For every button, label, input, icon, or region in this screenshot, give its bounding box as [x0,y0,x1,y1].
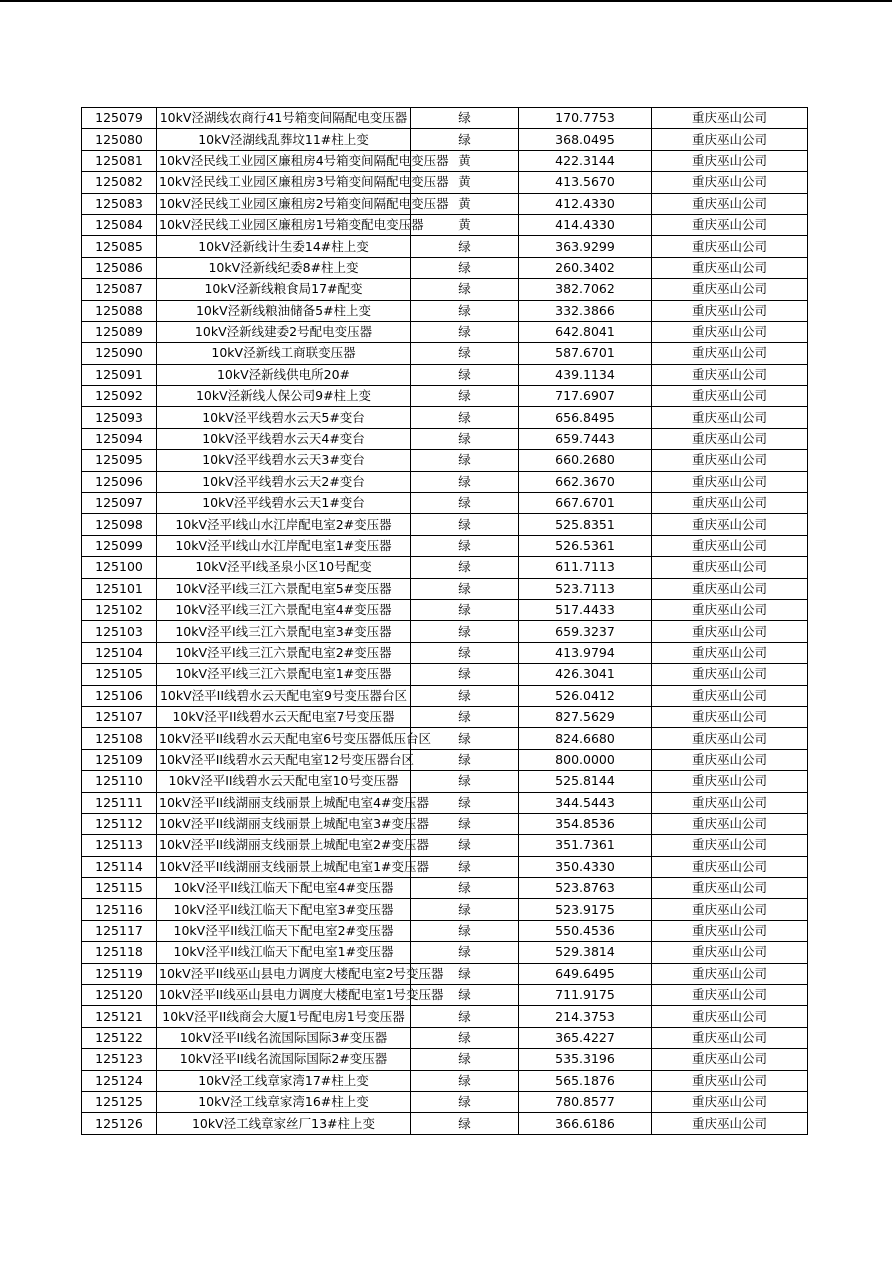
status-color-cell: 绿 [411,535,519,556]
row-id-cell: 125093 [82,407,157,428]
row-id-cell: 125111 [82,792,157,813]
status-color-cell: 绿 [411,279,519,300]
table-row [82,214,808,235]
table-row [82,878,808,899]
company-cell: 重庆巫山公司 [652,664,808,685]
status-color-cell: 绿 [411,1006,519,1027]
table-row [82,407,808,428]
company-cell: 重庆巫山公司 [652,514,808,535]
table-row [82,386,808,407]
value-cell: 717.6907 [519,386,652,407]
table-row [82,813,808,834]
table-row [82,728,808,749]
status-color-cell: 绿 [411,642,519,663]
status-color-cell: 绿 [411,1027,519,1048]
status-color-cell: 绿 [411,471,519,492]
company-cell: 重庆巫山公司 [652,428,808,449]
company-cell: 重庆巫山公司 [652,792,808,813]
row-id-cell: 125086 [82,257,157,278]
transformer-name-cell: 10kV泾平线碧水云天3#变台 [157,450,411,471]
company-cell: 重庆巫山公司 [652,771,808,792]
value-cell: 350.4330 [519,856,652,877]
company-cell: 重庆巫山公司 [652,1091,808,1112]
value-cell: 535.3196 [519,1049,652,1070]
row-id-cell: 125110 [82,771,157,792]
table-row [82,706,808,727]
company-cell: 重庆巫山公司 [652,835,808,856]
status-color-cell: 绿 [411,878,519,899]
company-cell: 重庆巫山公司 [652,557,808,578]
value-cell: 827.5629 [519,706,652,727]
table-row [82,1113,808,1134]
table-row [82,835,808,856]
table-row [82,257,808,278]
company-cell: 重庆巫山公司 [652,471,808,492]
row-id-cell: 125095 [82,450,157,471]
transformer-name-cell: 10kV泾新线纪委8#柱上变 [157,257,411,278]
table-row [82,920,808,941]
status-color-cell: 绿 [411,985,519,1006]
status-color-cell: 黄 [411,150,519,171]
page-top-border [0,0,892,2]
status-color-cell: 绿 [411,514,519,535]
table-row [82,856,808,877]
company-cell: 重庆巫山公司 [652,493,808,514]
company-cell: 重庆巫山公司 [652,749,808,770]
table-body [82,108,808,1135]
status-color-cell: 绿 [411,343,519,364]
status-color-cell: 绿 [411,257,519,278]
value-cell: 526.0412 [519,685,652,706]
transformer-name-cell: 10kV泾平线碧水云天5#变台 [157,407,411,428]
status-color-cell: 绿 [411,963,519,984]
value-cell: 824.6680 [519,728,652,749]
row-id-cell: 125088 [82,300,157,321]
company-cell: 重庆巫山公司 [652,621,808,642]
row-id-cell: 125091 [82,364,157,385]
value-cell: 422.3144 [519,150,652,171]
status-color-cell: 绿 [411,685,519,706]
status-color-cell: 黄 [411,214,519,235]
table-row [82,1049,808,1070]
company-cell: 重庆巫山公司 [652,321,808,342]
transformer-name-cell: 10kV泾新线供电所20# [157,364,411,385]
table-row [82,642,808,663]
row-id-cell: 125105 [82,664,157,685]
status-color-cell: 绿 [411,771,519,792]
transformer-name-cell: 10kV泾新线人保公司9#柱上变 [157,386,411,407]
status-color-cell: 绿 [411,856,519,877]
company-cell: 重庆巫山公司 [652,129,808,150]
value-cell: 426.3041 [519,664,652,685]
value-cell: 526.5361 [519,535,652,556]
status-color-cell: 绿 [411,835,519,856]
transformer-name-cell: 10kV泾新线粮油储备5#柱上变 [157,300,411,321]
table-row [82,150,808,171]
row-id-cell: 125114 [82,856,157,877]
transformer-name-cell: 10kV泾平II线碧水云天配电室6号变压器低压台区 [157,728,411,749]
company-cell: 重庆巫山公司 [652,578,808,599]
value-cell: 354.8536 [519,813,652,834]
value-cell: 365.4227 [519,1027,652,1048]
row-id-cell: 125096 [82,471,157,492]
company-cell: 重庆巫山公司 [652,236,808,257]
transformer-name-cell: 10kV泾新线建委2号配电变压器 [157,321,411,342]
table-row [82,1091,808,1112]
transformer-name-cell: 10kV泾平II线名流国际国际2#变压器 [157,1049,411,1070]
status-color-cell: 绿 [411,1091,519,1112]
company-cell: 重庆巫山公司 [652,407,808,428]
company-cell: 重庆巫山公司 [652,1006,808,1027]
status-color-cell: 绿 [411,321,519,342]
status-color-cell: 绿 [411,728,519,749]
table-row [82,129,808,150]
row-id-cell: 125119 [82,963,157,984]
transformer-table [81,107,808,1135]
transformer-name-cell: 10kV泾平I线山水江岸配电室1#变压器 [157,535,411,556]
value-cell: 523.7113 [519,578,652,599]
transformer-name-cell: 10kV泾平I线三江六景配电室5#变压器 [157,578,411,599]
table-row [82,664,808,685]
transformer-name-cell: 10kV泾平II线巫山县电力调度大楼配电室2号变压器 [157,963,411,984]
row-id-cell: 125125 [82,1091,157,1112]
status-color-cell: 绿 [411,749,519,770]
transformer-name-cell: 10kV泾平II线巫山县电力调度大楼配电室1号变压器 [157,985,411,1006]
value-cell: 587.6701 [519,343,652,364]
row-id-cell: 125094 [82,428,157,449]
transformer-name-cell: 10kV泾平II线碧水云天配电室7号变压器 [157,706,411,727]
company-cell: 重庆巫山公司 [652,878,808,899]
company-cell: 重庆巫山公司 [652,257,808,278]
row-id-cell: 125100 [82,557,157,578]
transformer-name-cell: 10kV泾平I线三江六景配电室4#变压器 [157,599,411,620]
table-row [82,428,808,449]
row-id-cell: 125126 [82,1113,157,1134]
table-row [82,300,808,321]
company-cell: 重庆巫山公司 [652,920,808,941]
transformer-name-cell: 10kV泾工线章家湾16#柱上变 [157,1091,411,1112]
value-cell: 412.4330 [519,193,652,214]
value-cell: 642.8041 [519,321,652,342]
company-cell: 重庆巫山公司 [652,1113,808,1134]
transformer-name-cell: 10kV泾湖线农商行41号箱变间隔配电变压器 [157,108,411,129]
table-row [82,685,808,706]
row-id-cell: 125123 [82,1049,157,1070]
transformer-name-cell: 10kV泾湖线乱葬坟11#柱上变 [157,129,411,150]
company-cell: 重庆巫山公司 [652,343,808,364]
table-row [82,343,808,364]
table-row [82,942,808,963]
status-color-cell: 绿 [411,664,519,685]
table-row [82,108,808,129]
table-row [82,279,808,300]
value-cell: 550.4536 [519,920,652,941]
row-id-cell: 125102 [82,599,157,620]
company-cell: 重庆巫山公司 [652,685,808,706]
status-color-cell: 绿 [411,1070,519,1091]
row-id-cell: 125099 [82,535,157,556]
company-cell: 重庆巫山公司 [652,963,808,984]
value-cell: 523.8763 [519,878,652,899]
transformer-name-cell: 10kV泾平II线江临天下配电室3#变压器 [157,899,411,920]
transformer-name-cell: 10kV泾平II线碧水云天配电室9号变压器台区 [157,685,411,706]
transformer-name-cell: 10kV泾平II线名流国际国际3#变压器 [157,1027,411,1048]
value-cell: 170.7753 [519,108,652,129]
table-row [82,1027,808,1048]
company-cell: 重庆巫山公司 [652,150,808,171]
row-id-cell: 125081 [82,150,157,171]
company-cell: 重庆巫山公司 [652,706,808,727]
company-cell: 重庆巫山公司 [652,279,808,300]
table-row [82,535,808,556]
row-id-cell: 125082 [82,172,157,193]
transformer-name-cell: 10kV泾平II线江临天下配电室1#变压器 [157,942,411,963]
row-id-cell: 125101 [82,578,157,599]
transformer-name-cell: 10kV泾平II线江临天下配电室4#变压器 [157,878,411,899]
company-cell: 重庆巫山公司 [652,1027,808,1048]
row-id-cell: 125121 [82,1006,157,1027]
row-id-cell: 125089 [82,321,157,342]
row-id-cell: 125098 [82,514,157,535]
value-cell: 517.4433 [519,599,652,620]
transformer-name-cell: 10kV泾新线粮食局17#配变 [157,279,411,300]
company-cell: 重庆巫山公司 [652,172,808,193]
table-row [82,471,808,492]
row-id-cell: 125087 [82,279,157,300]
company-cell: 重庆巫山公司 [652,535,808,556]
row-id-cell: 125118 [82,942,157,963]
transformer-name-cell: 10kV泾平II线湖丽支线丽景上城配电室2#变压器 [157,835,411,856]
value-cell: 363.9299 [519,236,652,257]
value-cell: 659.3237 [519,621,652,642]
row-id-cell: 125103 [82,621,157,642]
value-cell: 780.8577 [519,1091,652,1112]
row-id-cell: 125092 [82,386,157,407]
value-cell: 413.5670 [519,172,652,193]
row-id-cell: 125104 [82,642,157,663]
company-cell: 重庆巫山公司 [652,942,808,963]
value-cell: 611.7113 [519,557,652,578]
row-id-cell: 125107 [82,706,157,727]
status-color-cell: 黄 [411,193,519,214]
row-id-cell: 125083 [82,193,157,214]
status-color-cell: 绿 [411,428,519,449]
company-cell: 重庆巫山公司 [652,1049,808,1070]
value-cell: 662.3670 [519,471,652,492]
transformer-name-cell: 10kV泾平II线湖丽支线丽景上城配电室4#变压器 [157,792,411,813]
transformer-name-cell: 10kV泾平线碧水云天4#变台 [157,428,411,449]
transformer-name-cell: 10kV泾平II线商会大厦1号配电房1号变压器 [157,1006,411,1027]
row-id-cell: 125116 [82,899,157,920]
value-cell: 214.3753 [519,1006,652,1027]
transformer-name-cell: 10kV泾平II线碧水云天配电室12号变压器台区 [157,749,411,770]
status-color-cell: 黄 [411,172,519,193]
status-color-cell: 绿 [411,129,519,150]
transformer-name-cell: 10kV泾平II线碧水云天配电室10号变压器 [157,771,411,792]
row-id-cell: 125112 [82,813,157,834]
table-row [82,364,808,385]
status-color-cell: 绿 [411,706,519,727]
transformer-name-cell: 10kV泾民线工业园区廉租房1号箱变配电变压器 [157,214,411,235]
value-cell: 660.2680 [519,450,652,471]
company-cell: 重庆巫山公司 [652,985,808,1006]
company-cell: 重庆巫山公司 [652,386,808,407]
table-row [82,236,808,257]
company-cell: 重庆巫山公司 [652,599,808,620]
table-row [82,1070,808,1091]
table-row [82,578,808,599]
transformer-name-cell: 10kV泾民线工业园区廉租房2号箱变间隔配电变压器 [157,193,411,214]
status-color-cell: 绿 [411,599,519,620]
transformer-name-cell: 10kV泾平II线江临天下配电室2#变压器 [157,920,411,941]
status-color-cell: 绿 [411,1113,519,1134]
row-id-cell: 125113 [82,835,157,856]
company-cell: 重庆巫山公司 [652,193,808,214]
row-id-cell: 125097 [82,493,157,514]
table-row [82,1006,808,1027]
value-cell: 800.0000 [519,749,652,770]
row-id-cell: 125080 [82,129,157,150]
status-color-cell: 绿 [411,236,519,257]
company-cell: 重庆巫山公司 [652,856,808,877]
transformer-name-cell: 10kV泾民线工业园区廉租房4号箱变间隔配电变压器 [157,150,411,171]
status-color-cell: 绿 [411,557,519,578]
row-id-cell: 125117 [82,920,157,941]
table-row [82,514,808,535]
transformer-name-cell: 10kV泾平II线湖丽支线丽景上城配电室1#变压器 [157,856,411,877]
table-row [82,792,808,813]
table-row [82,172,808,193]
company-cell: 重庆巫山公司 [652,642,808,663]
status-color-cell: 绿 [411,108,519,129]
table-row [82,450,808,471]
transformer-name-cell: 10kV泾新线工商联变压器 [157,343,411,364]
value-cell: 525.8144 [519,771,652,792]
value-cell: 711.9175 [519,985,652,1006]
row-id-cell: 125085 [82,236,157,257]
table-row [82,963,808,984]
company-cell: 重庆巫山公司 [652,813,808,834]
row-id-cell: 125124 [82,1070,157,1091]
transformer-name-cell: 10kV泾工线章家丝厂13#柱上变 [157,1113,411,1134]
table-row [82,493,808,514]
value-cell: 260.3402 [519,257,652,278]
value-cell: 659.7443 [519,428,652,449]
value-cell: 344.5443 [519,792,652,813]
value-cell: 439.1134 [519,364,652,385]
transformer-name-cell: 10kV泾平线碧水云天1#变台 [157,493,411,514]
transformer-name-cell: 10kV泾平线碧水云天2#变台 [157,471,411,492]
value-cell: 529.3814 [519,942,652,963]
row-id-cell: 125115 [82,878,157,899]
value-cell: 649.6495 [519,963,652,984]
transformer-name-cell: 10kV泾民线工业园区廉租房3号箱变间隔配电变压器 [157,172,411,193]
row-id-cell: 125109 [82,749,157,770]
transformer-name-cell: 10kV泾平I线山水江岸配电室2#变压器 [157,514,411,535]
value-cell: 368.0495 [519,129,652,150]
company-cell: 重庆巫山公司 [652,300,808,321]
status-color-cell: 绿 [411,920,519,941]
value-cell: 366.6186 [519,1113,652,1134]
status-color-cell: 绿 [411,792,519,813]
company-cell: 重庆巫山公司 [652,450,808,471]
table-row [82,557,808,578]
status-color-cell: 绿 [411,578,519,599]
transformer-name-cell: 10kV泾平I线三江六景配电室1#变压器 [157,664,411,685]
row-id-cell: 125120 [82,985,157,1006]
value-cell: 414.4330 [519,214,652,235]
table-row [82,193,808,214]
company-cell: 重庆巫山公司 [652,1070,808,1091]
status-color-cell: 绿 [411,621,519,642]
row-id-cell: 125079 [82,108,157,129]
transformer-name-cell: 10kV泾平II线湖丽支线丽景上城配电室3#变压器 [157,813,411,834]
table-row [82,899,808,920]
status-color-cell: 绿 [411,407,519,428]
transformer-name-cell: 10kV泾新线计生委14#柱上变 [157,236,411,257]
value-cell: 332.3866 [519,300,652,321]
table-row [82,749,808,770]
status-color-cell: 绿 [411,899,519,920]
company-cell: 重庆巫山公司 [652,899,808,920]
transformer-name-cell: 10kV泾平I线圣泉小区10号配变 [157,557,411,578]
value-cell: 667.6701 [519,493,652,514]
company-cell: 重庆巫山公司 [652,728,808,749]
status-color-cell: 绿 [411,364,519,385]
row-id-cell: 125106 [82,685,157,706]
value-cell: 525.8351 [519,514,652,535]
row-id-cell: 125084 [82,214,157,235]
value-cell: 413.9794 [519,642,652,663]
status-color-cell: 绿 [411,300,519,321]
status-color-cell: 绿 [411,942,519,963]
value-cell: 523.9175 [519,899,652,920]
status-color-cell: 绿 [411,493,519,514]
row-id-cell: 125122 [82,1027,157,1048]
table-row [82,321,808,342]
company-cell: 重庆巫山公司 [652,364,808,385]
status-color-cell: 绿 [411,386,519,407]
value-cell: 656.8495 [519,407,652,428]
transformer-name-cell: 10kV泾工线章家湾17#柱上变 [157,1070,411,1091]
transformer-name-cell: 10kV泾平I线三江六景配电室2#变压器 [157,642,411,663]
value-cell: 382.7062 [519,279,652,300]
value-cell: 565.1876 [519,1070,652,1091]
status-color-cell: 绿 [411,450,519,471]
value-cell: 351.7361 [519,835,652,856]
table-row [82,985,808,1006]
table-row [82,771,808,792]
row-id-cell: 125090 [82,343,157,364]
transformer-name-cell: 10kV泾平I线三江六景配电室3#变压器 [157,621,411,642]
status-color-cell: 绿 [411,813,519,834]
table-row [82,621,808,642]
company-cell: 重庆巫山公司 [652,214,808,235]
status-color-cell: 绿 [411,1049,519,1070]
company-cell: 重庆巫山公司 [652,108,808,129]
row-id-cell: 125108 [82,728,157,749]
table-row [82,599,808,620]
